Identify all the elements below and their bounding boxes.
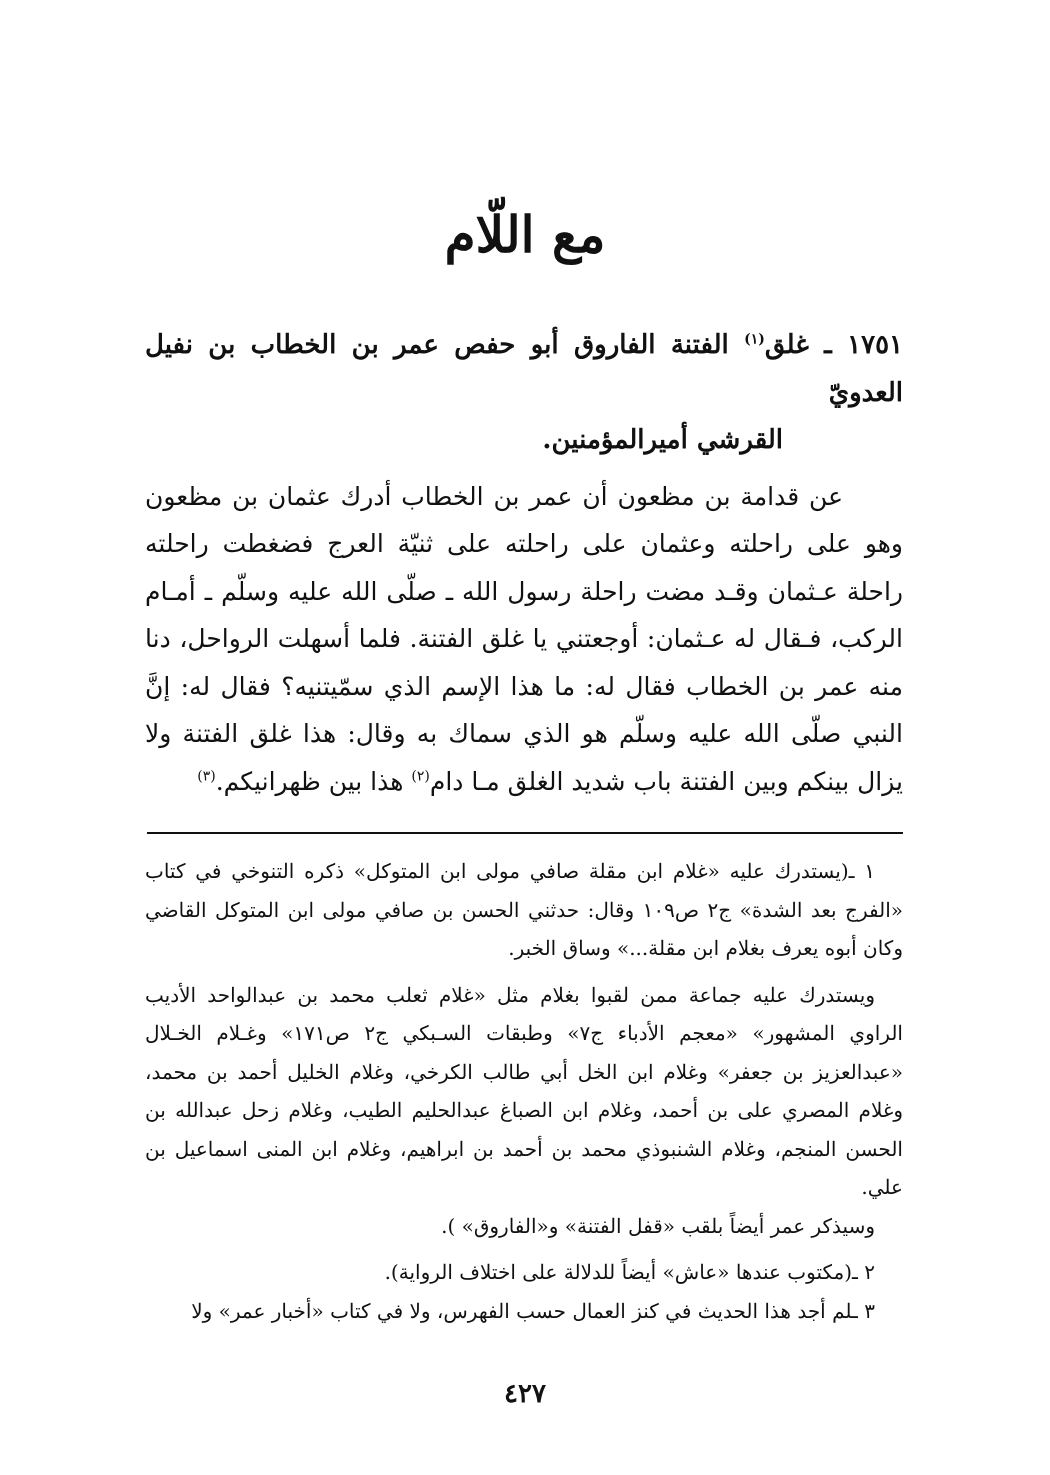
footnote-1-closing: وسيذكر عمر أيضاً بلقب «قفل الفتنة» و«الفاروق» ). <box>441 1213 875 1238</box>
footnote-3: ٣ ـلم أجد هذا الحديث في كنز العمال حسب الفهرس، ولا في كتاب «أخبار عمر» ولا <box>191 1298 875 1323</box>
footnote-ref-2[interactable]: (٢) <box>411 768 430 785</box>
main-text <box>145 322 903 805</box>
entry-term: غلق <box>764 330 809 360</box>
entry-body-text-end: هذا بين ظهرانيكم. <box>215 766 412 796</box>
footnote-ref-1[interactable]: (١) <box>744 331 765 348</box>
footnote-1: ١ ـ(يستدرك عليه «غلام ابن مقلة صافي مولى ابن المتوكل» ذكره التنوخي في كتاب «الفرج بعد الشدة» ج٢ ص١٠٩ وقال: حدثني الحسن بن صافي مولى ابن المتوكل القاضي وكان أبوه يعرف بغلام ابن مقلة...» وساق الخبر. <box>145 859 903 960</box>
footnote-ref-3[interactable]: (٣) <box>197 768 216 785</box>
footnote-divider <box>147 832 903 834</box>
entry-body-text: عن قدامة بن مظعون أن عمر بن الخطاب أدرك عثمان بن مظعون وهو على راحلته وعثمان على راحلته على ثنيّة العرج فضغطت راحلته راحلة عـثمان وقـد مضت راحلة رسول الله ـ صلّى الله عليه وسلّم ـ أمـام الركب، فـقال له عـثمان: أوجعتني يا غلق الفتنة. فلما أسهلت الرواحل، دنا منه عمر بن الخطاب فقال له: ما هذا الإسم الذي سمّيتنيه؟ فقال له: إنَّ النبي صلّى الله عليه وسلّم هو الذي سماك به وقال: هذا غلق الفتنة ولا يزال بينكم وبين الفتنة باب شديد الغلق مـا دام <box>145 481 903 796</box>
page-number: ٤٢٧ <box>504 1379 546 1409</box>
chapter-title: مع اللّام <box>444 205 606 264</box>
footnote-2: ٢ ـ(مكتوب عندها «عاش» أيضاً للدلالة على اختلاف الرواية). <box>384 1260 875 1284</box>
entry-body <box>145 473 903 806</box>
footnotes <box>145 852 903 1330</box>
entry-number: ١٧٥١ <box>847 330 903 360</box>
footnote-1-continued: ويستدرك عليه جماعة ممن لقبوا بغلام مثل «غلام ثعلب محمد بن عبدالواحد الأديب الراوي المشهور» «معجم الأدباء ج٧» وطبقات السـبكي ج٢ ص١٧١» وغـلام الخـلال «عبدالعزيز بن جعفر» وغلام ابن الخل أبي طالب الكرخي، وغلام الخليل أحمد بن محمد، وغلام المصري على بن أحمد، وغلام ابن الصباغ عبدالحليم الطيب، وغلام زحل عبدالله بن الحسن المنجم، وغلام الشنبوذي محمد بن أحمد بن ابراهيم، وغلام ابن المنى اسماعيل بن علي. <box>145 982 903 1199</box>
entry-dash: ـ <box>808 330 832 360</box>
entry-heading-line1: الفتنة الفاروق أبو حفص عمر بن الخطاب بن نفيل العدويّ <box>145 330 903 408</box>
entry-heading <box>145 322 903 465</box>
entry-heading-line2: القرشي أميرالمؤمنين. <box>542 425 783 455</box>
